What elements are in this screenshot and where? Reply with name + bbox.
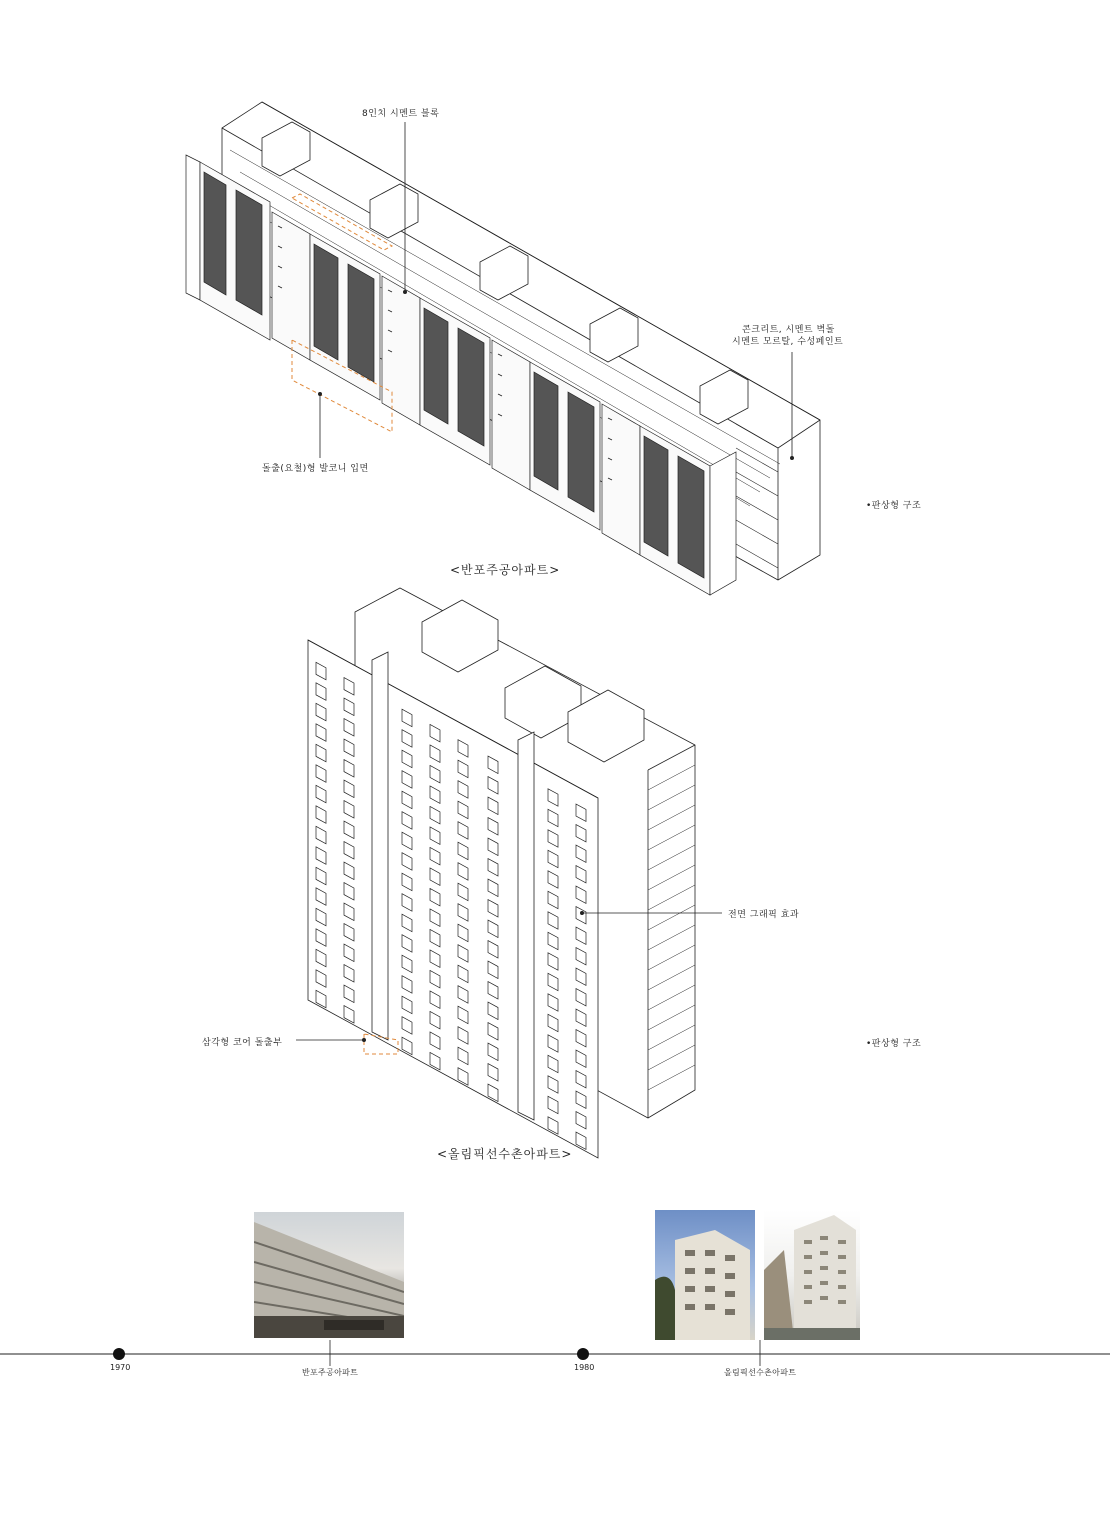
label-concrete-line2: 시멘트 모르탈, 수성페인트 [732, 337, 844, 347]
label-slab-structure-2: •판상형 구조 [866, 1039, 922, 1049]
label-slab-structure-1: •판상형 구조 [866, 501, 922, 511]
timeline-name-banpo: 반포주공아파트 [302, 1368, 359, 1377]
label-triangular-core: 삼각형 코어 돌출부 [202, 1038, 283, 1048]
caption-banpo: <반포주공아파트> [450, 563, 561, 577]
label-facade-graphic: 전면 그래픽 효과 [728, 910, 800, 920]
timeline-name-olympic: 올림픽선수촌아파트 [724, 1368, 797, 1377]
year-1980: 1980 [574, 1363, 595, 1372]
label-cement-block: 8인치 시멘트 블록 [362, 109, 440, 119]
caption-olympic: <올림픽선수촌아파트> [437, 1147, 573, 1161]
label-concrete-line1: 콘크리트, 시멘트 벽돌 [742, 325, 835, 335]
label-balcony-facade: 돌출(요철)형 발코니 입면 [262, 464, 369, 474]
timeline-dot-1970 [113, 1348, 125, 1360]
year-1970: 1970 [110, 1363, 131, 1372]
timeline-dot-1980 [577, 1348, 589, 1360]
